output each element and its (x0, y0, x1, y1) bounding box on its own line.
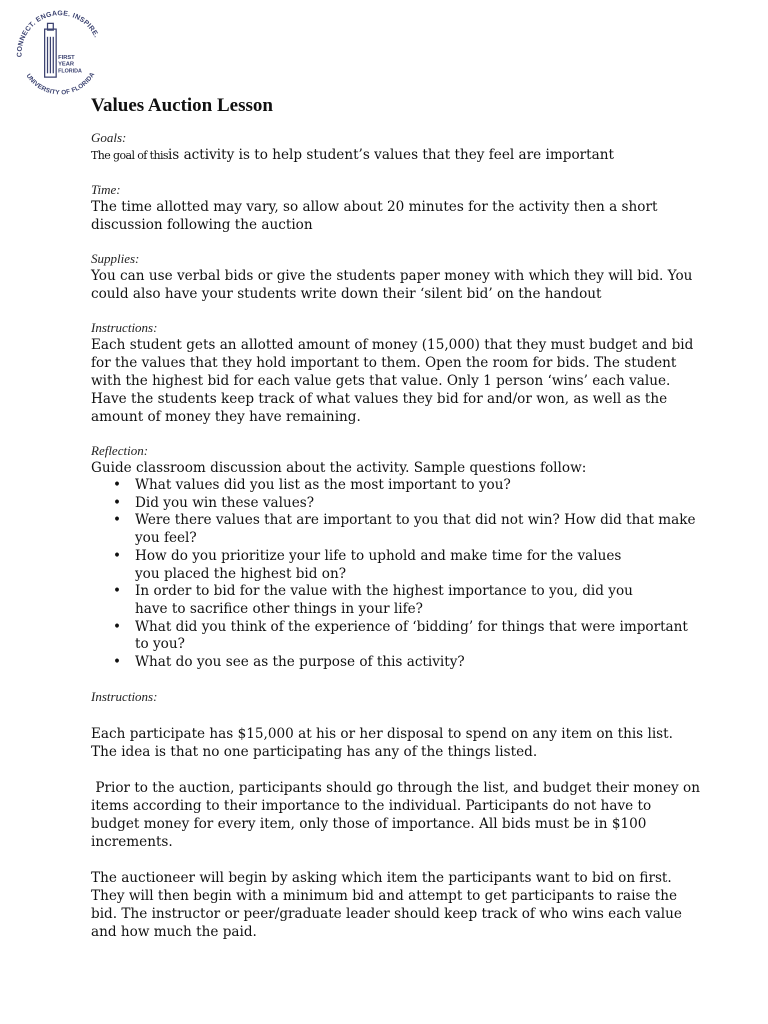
instructions-line: Have the students keep track of what values they bid for and/or won, as well as the (91, 391, 668, 407)
instructions-line: amount of money they have remaining. (91, 409, 361, 425)
supplies-line: could also have your students write down their ‘silent bid’ on the handout (91, 286, 602, 302)
auction-instructions-line: and how much the paid. (91, 923, 257, 940)
first-year-florida-seal-logo (12, 8, 108, 104)
reflection-question-line: • How do you prioritize your life to uphold and make time for the values (135, 547, 622, 564)
auction-instructions-line: The auctioneer will begin by asking which item the participants want to bid on first. (91, 869, 672, 886)
reflection-question-line: • What values did you list as the most important to you? (135, 477, 511, 493)
reflection-question (113, 619, 701, 654)
reflection-question (113, 495, 701, 513)
reflection-label: Reflection: (91, 443, 149, 458)
time-line: discussion following the auction (91, 217, 313, 233)
reflection-question-line: • In order to bid for the value with the highest importance to you, did you (135, 583, 633, 600)
auction-instructions-line: bid. The instructor or peer/graduate leader should keep track of who wins each value (91, 905, 682, 922)
reflection-questions-list (91, 477, 701, 672)
supplies-text (91, 267, 701, 303)
reflection-question (113, 583, 701, 618)
reflection-question (113, 512, 701, 547)
auction-instructions-line: budget money for every item, only those of importance. All bids must be in $100 (91, 815, 647, 832)
seal-line-1: FIRST (58, 54, 75, 61)
reflection-question-line: • Did you win these values? (135, 494, 315, 511)
instructions-line: for the values that they hold important to them. Open the room for bids. The student (91, 355, 677, 371)
seal-ring-text-top: CONNECT. ENGAGE. INSPIRE. (16, 10, 100, 58)
seal-line-3: FLORIDA (58, 68, 82, 75)
reflection-question-line: to you? (135, 636, 185, 653)
reflection-question-line: • What did you think of the experience of ‘bidding’ for things that were important (135, 618, 688, 635)
auction-instructions-paragraph (91, 779, 701, 851)
goals-text-rest: is activity is to help student’s values that they feel are important (167, 147, 614, 163)
auction-instructions-line: increments. (91, 833, 173, 850)
reflection-question-line: you feel? (135, 530, 197, 547)
seal-line-2: YEAR (58, 61, 75, 68)
goals-garbled-prefix: The goal of this (91, 149, 168, 162)
auction-instructions-paragraph (91, 869, 701, 941)
instructions-line: with the highest bid for each value gets that value. Only 1 person ‘wins’ each value. (91, 373, 671, 389)
auction-instructions-line: items according to their importance to the individual. Participants do not have to (91, 797, 652, 814)
instructions-label-2: Instructions: (91, 688, 158, 704)
reflection-question (113, 548, 701, 583)
document-body (91, 94, 701, 941)
auction-instructions-line: Prior to the auction, participants should go through the list, and budget their money on (91, 779, 700, 796)
time-label: Time: (91, 182, 121, 197)
seal-ring-text-bottom: UNIVERSITY OF FLORIDA (24, 71, 97, 97)
reflection-question (113, 477, 701, 495)
auction-instructions-text (91, 725, 701, 941)
auction-instructions-line: Each participate has $15,000 at his or her disposal to spend on any item on this list. (91, 725, 673, 742)
supplies-label: Supplies: (91, 251, 140, 266)
reflection-intro: Guide classroom discussion about the activity. Sample questions follow: (91, 460, 587, 476)
auction-instructions-paragraph (91, 725, 701, 761)
reflection-question-line: • Were there values that are important to you that did not win? How did that make (135, 512, 696, 529)
reflection-question-line: • What do you see as the purpose of this activity? (135, 654, 465, 671)
goals-label: Goals: (91, 130, 127, 145)
goals-text (91, 146, 701, 165)
auction-instructions-line: They will then begin with a minimum bid and attempt to get participants to raise the (91, 887, 678, 904)
reflection-question (113, 654, 701, 672)
instructions-text (91, 336, 701, 426)
time-line: The time allotted may vary, so allow about 20 minutes for the activity then a short (91, 199, 658, 215)
reflection-question-line: have to sacrifice other things in your life? (135, 600, 423, 617)
instructions-line: Each student gets an allotted amount of money (15,000) that they must budget and bid (91, 337, 694, 353)
page-title: Values Auction Lesson (91, 95, 273, 116)
supplies-line: You can use verbal bids or give the students paper money with which they will bid. You (91, 268, 693, 284)
tower-icon (45, 23, 57, 77)
time-text (91, 198, 701, 234)
instructions-label: Instructions: (91, 320, 158, 335)
reflection-question-line: you placed the highest bid on? (135, 565, 347, 582)
auction-instructions-line: The idea is that no one participating has any of the things listed. (91, 743, 538, 760)
